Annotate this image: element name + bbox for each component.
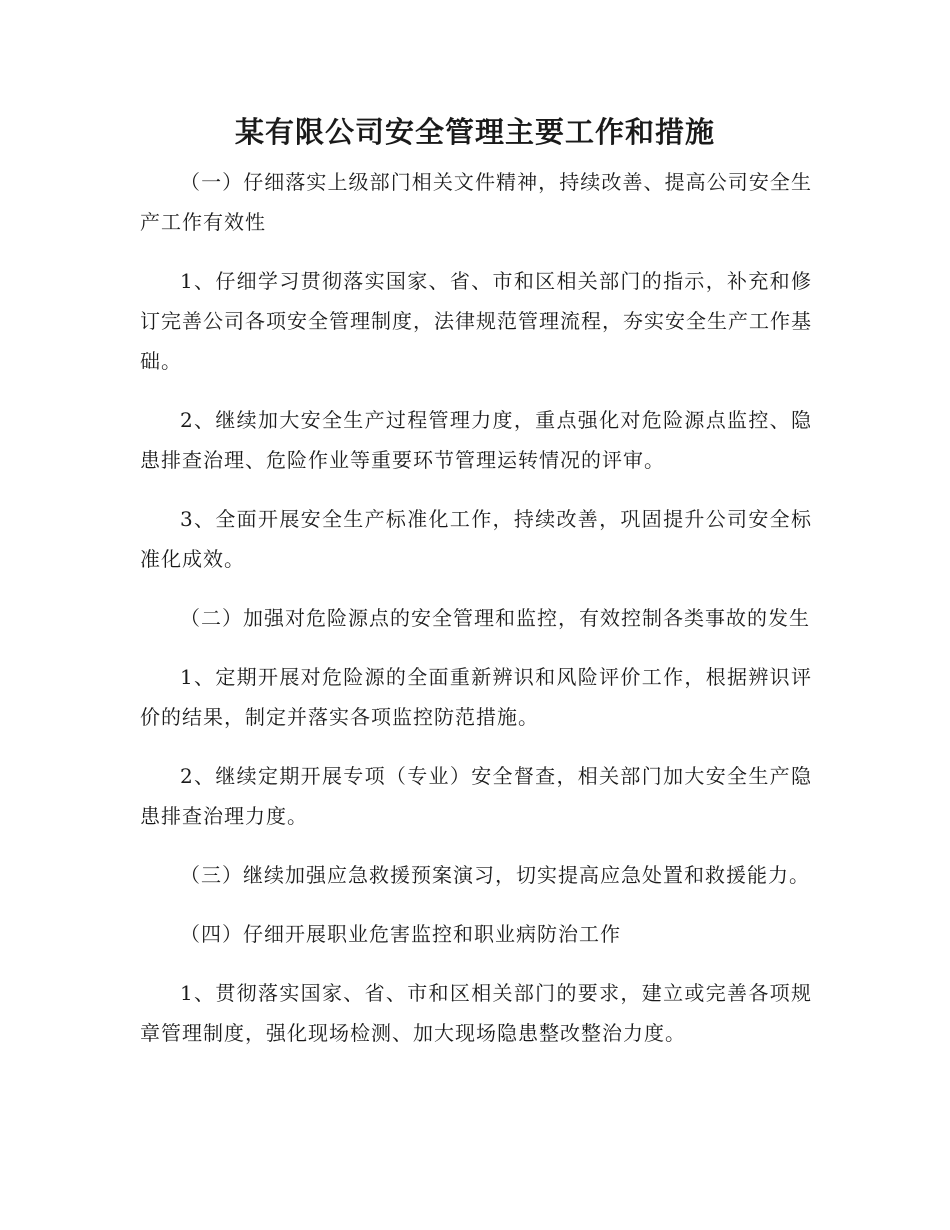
document-title: 某有限公司安全管理主要工作和措施 bbox=[234, 115, 715, 149]
paragraph-1-2: 2、继续加大安全生产过程管理力度，重点强化对危险源点监控、隐患排查治理、危险作业等重要环节管理运转情况的评审。 bbox=[140, 408, 812, 472]
section-heading-2: （二）加强对危险源点的安全管理和监控，有效控制各类事故的发生 bbox=[180, 606, 810, 630]
section-heading-3: （三）继续加强应急救援预案演习，切实提高应急处置和救援能力。 bbox=[180, 863, 810, 887]
paragraph-1-1: 1、仔细学习贯彻落实国家、省、市和区相关部门的指示，补充和修订完善公司各项安全管理制度，法律规范管理流程，夯实安全生产工作基础。 bbox=[140, 269, 812, 373]
section-heading-4: （四）仔细开展职业危害监控和职业病防治工作 bbox=[180, 922, 621, 946]
paragraph-4-1: 1、贯彻落实国家、省、市和区相关部门的要求，建立或完善各项规章管理制度，强化现场检测、加大现场隐患整改整治力度。 bbox=[140, 981, 812, 1045]
paragraph-2-2: 2、继续定期开展专项（专业）安全督查，相关部门加大安全生产隐患排查治理力度。 bbox=[140, 764, 812, 828]
paragraph-2-1: 1、定期开展对危险源的全面重新辨识和风险评价工作，根据辨识评价的结果，制定并落实各项监控防范措施。 bbox=[140, 665, 812, 729]
section-heading-1: （一）仔细落实上级部门相关文件精神，持续改善、提高公司安全生产工作有效性 bbox=[140, 170, 812, 234]
document-body bbox=[140, 162, 812, 1072]
paragraph-1-3: 3、全面开展安全生产标准化工作，持续改善，巩固提升公司安全标准化成效。 bbox=[140, 507, 812, 571]
